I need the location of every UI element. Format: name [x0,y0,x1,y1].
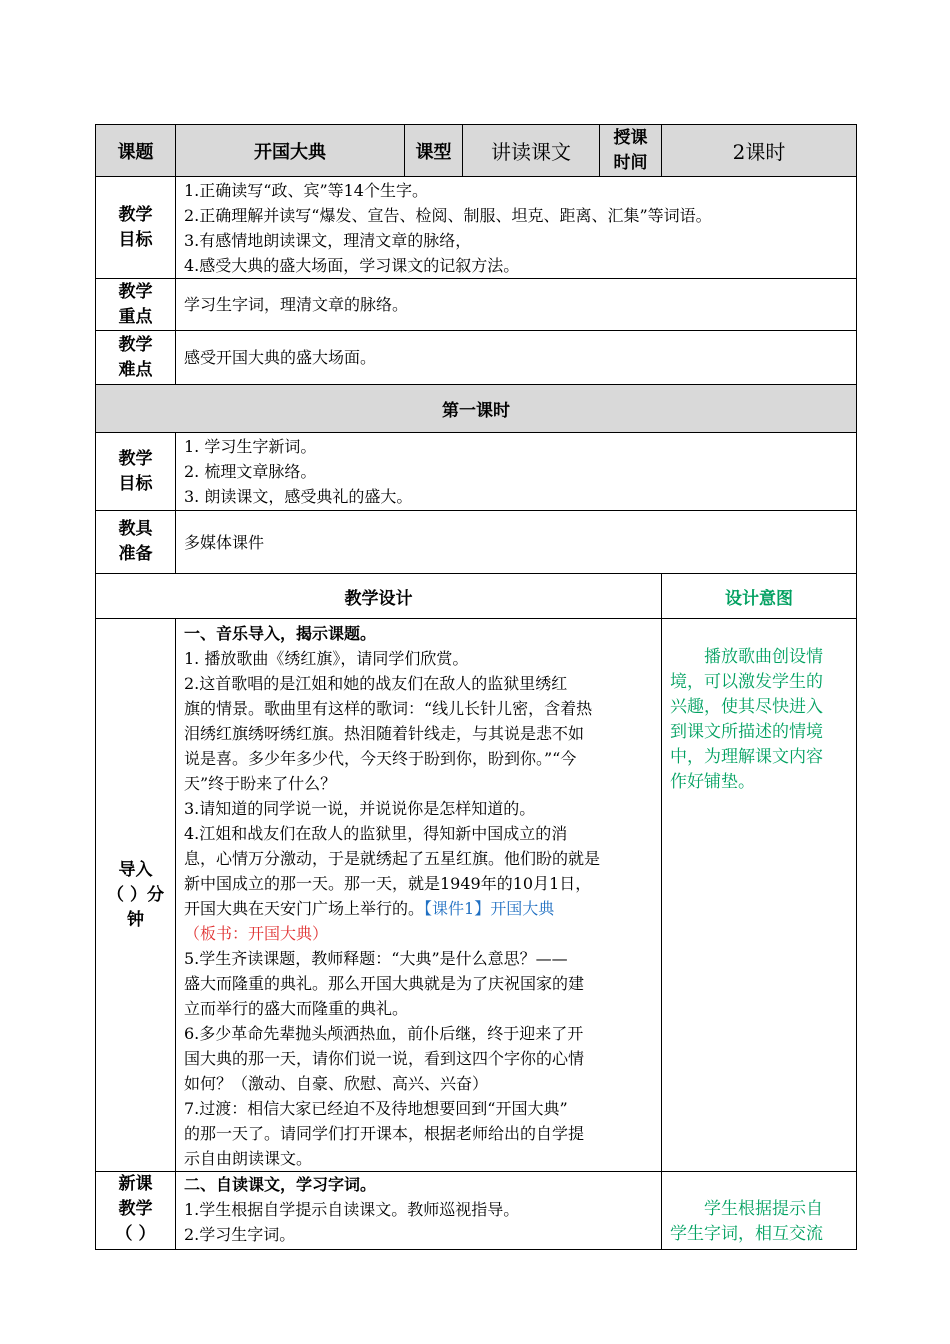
objectives-row [96,177,857,279]
intro-intent [662,619,857,1172]
intro-line: 新中国成立的那一天。那一天，就是1949年的10月1日， [184,874,592,893]
time-value: 2课时 [662,125,857,177]
tools-label-line-2: 准备 [118,544,153,564]
tools-row [96,511,857,574]
design-header-row [96,574,857,619]
new-lesson-intent [662,1172,857,1250]
type-value: 讲读课文 [463,125,600,177]
first-lesson-objectives-label-line-1: 教学 [118,448,153,469]
key-points-text: 学习生字词，理清文章的脉络。 [176,279,857,331]
intro-line: 天”终于盼来了什么？ [184,774,337,793]
intent-line: 到课文所描述的情境 [670,722,823,742]
intro-line: 4.江姐和战友们在敌人的监狱里，得知新中国成立的消 [184,824,568,843]
intro-line: 说是喜。多少年多少代，今天终于盼到你，盼到你。”“今 [184,749,577,768]
type-label: 课型 [405,125,463,177]
first-lesson-objective: 1. 学习生字新词。 [184,437,317,456]
intro-line: 国大典的那一天，请你们说一说，看到这四个字你的心情 [184,1049,585,1068]
time-label-line-1: 授课 [613,127,648,148]
topic-label: 课题 [96,125,176,177]
first-lesson-objective: 2. 梳理文章脉络。 [184,462,317,481]
new-lesson-label-line-1: 新课 [118,1174,153,1194]
intent-line: 兴趣，使其尽快进入 [670,697,823,717]
intro-content [176,619,662,1172]
intent-line: 学生字词，相互交流 [670,1224,823,1244]
intro-line: 息，心情万分激动，于是就绣起了五星红旗。他们盼的就是 [184,849,601,868]
intro-heading: 一、音乐导入，揭示课题。 [184,624,377,643]
intro-line: 的那一天了。请同学们打开课本，根据老师给出的自学提 [184,1124,585,1143]
objectives-content [176,177,857,279]
intro-label-line-3: 钟 [127,909,144,930]
objectives-label [96,177,176,279]
first-lesson-objectives [176,433,857,511]
intent-line: 学生根据提示自 [670,1199,823,1219]
intent-line: 播放歌曲创设情 [670,647,823,667]
new-lesson-label [96,1172,176,1250]
first-lesson-title: 第一课时 [96,385,857,433]
difficulties-label [96,331,176,385]
intro-line: 1. 播放歌曲《绣红旗》，请同学们欣赏。 [184,649,469,668]
intent-line: 中，为理解课文内容 [670,747,823,767]
topic-value: 开国大典 [176,125,405,177]
new-lesson-heading: 二、自读课文，学习字词。 [184,1175,377,1194]
intro-line: 示自由朗读课文。 [184,1149,313,1168]
objectives-label-line-1: 教学 [118,204,153,225]
new-lesson-content [176,1172,662,1250]
new-lesson-line: 2.学习生字词。 [184,1225,296,1244]
key-points-label-line-1: 教学 [118,281,153,302]
first-lesson-objectives-label-line-2: 目标 [118,473,153,494]
difficulties-text: 感受开国大典的盛大场面。 [176,331,857,385]
intro-line: 盛大而隆重的典礼。那么开国大典就是为了庆祝国家的建 [184,974,585,993]
intro-line: 立而举行的盛大而隆重的典礼。 [184,999,409,1018]
intro-label-line-2: （ ）分 [107,884,164,905]
objective-line: 1.正确读写“政、宾”等14个生字。 [184,180,428,200]
new-lesson-line: 1.学生根据自学提示自读课文。教师巡视指导。 [184,1200,520,1219]
intent-title: 设计意图 [662,574,857,619]
intent-line: 作好铺垫。 [670,772,755,792]
intro-line: 2.这首歌唱的是江姐和她的战友们在敌人的监狱里绣红 [184,674,568,693]
difficulties-label-line-1: 教学 [118,334,153,355]
first-lesson-row [96,385,857,433]
header-row [96,125,857,177]
difficulties-row [96,331,857,385]
intro-line: 泪绣红旗绣呀绣红旗。热泪随着针线走，与其说是悲不如 [184,724,585,743]
first-lesson-objectives-row [96,433,857,511]
intro-label [96,619,176,1172]
intro-line: 7.过渡：相信大家已经迫不及待地想要回到“开国大典” [184,1099,568,1118]
intro-line: 6.多少革命先辈抛头颅洒热血，前仆后继，终于迎来了开 [184,1024,584,1043]
first-lesson-objective: 3. 朗读课文，感受典礼的盛大。 [184,487,413,506]
intent-line: 境，可以激发学生的 [670,672,823,692]
new-lesson-row [96,1172,857,1250]
objectives-label-line-2: 目标 [118,229,153,250]
courseware-link[interactable]: 【课件1】开国大典 [424,899,555,918]
design-title: 教学设计 [96,574,662,619]
lesson-plan-table [95,124,857,1250]
intro-row [96,619,857,1172]
intro-line: 如何？（激动、自豪、欣慰、高兴、兴奋） [184,1074,489,1093]
new-lesson-label-line-2: 教学 [118,1199,153,1219]
tools-label [96,511,176,574]
difficulties-label-line-2: 难点 [118,359,153,380]
tools-text: 多媒体课件 [176,511,857,574]
intro-line: 旗的情景。歌曲里有这样的歌词：“线儿长针儿密，含着热 [184,699,593,718]
time-label-line-2: 时间 [613,152,648,173]
board-note: （板书：开国大典） [184,924,329,943]
intro-line-text: 开国大典在天安门广场上举行的。 [184,899,425,918]
key-points-row [96,279,857,331]
intro-line [184,896,653,921]
intro-label-line-1: 导入 [118,859,153,880]
first-lesson-objectives-label [96,433,176,511]
key-points-label [96,279,176,331]
new-lesson-label-line-3: （ ） [115,1224,156,1244]
intro-line: 5.学生齐读课题，教师释题：“大典”是什么意思？—— [184,949,568,968]
objective-line: 2.正确理解并读写“爆发、宣告、检阅、制服、坦克、距离、汇集”等词语。 [184,205,712,225]
objective-line: 3.有感情地朗读课文，理清文章的脉络， [184,230,472,250]
intro-line: 3.请知道的同学说一说，并说说你是怎样知道的。 [184,799,536,818]
time-label [600,125,662,177]
objective-line: 4.感受大典的盛大场面，学习课文的记叙方法。 [184,255,520,275]
key-points-label-line-2: 重点 [118,306,153,327]
tools-label-line-1: 教具 [118,519,153,539]
